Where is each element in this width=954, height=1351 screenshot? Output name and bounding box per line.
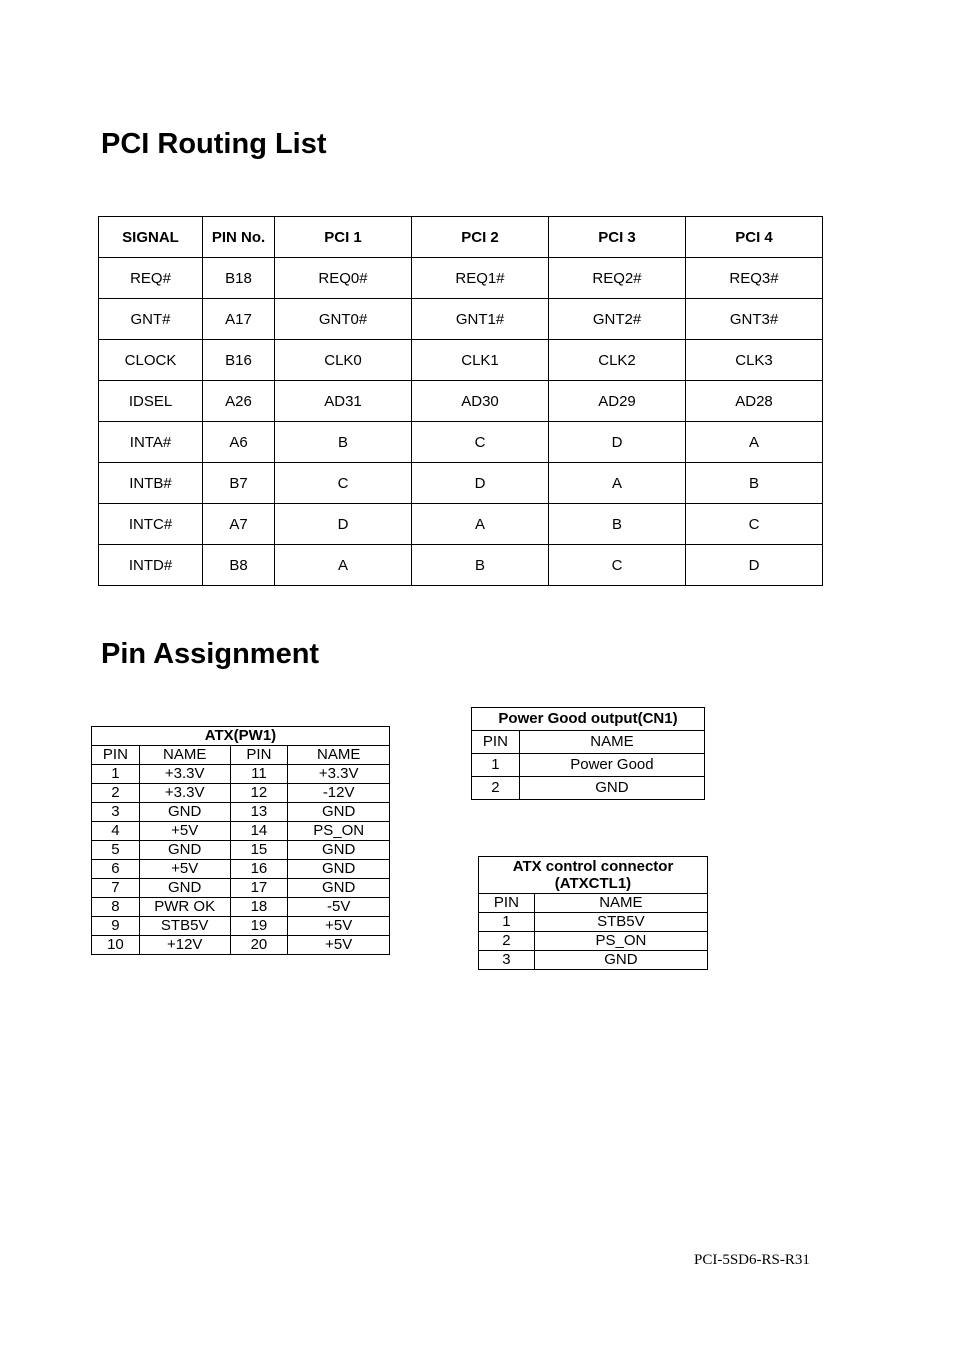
table-cell: A — [275, 545, 412, 586]
table-cell: 5 — [92, 841, 140, 860]
pci-routing-table — [98, 216, 823, 586]
table-cell: +5V — [288, 917, 390, 936]
table-cell: +12V — [139, 936, 230, 955]
table-cell: 6 — [92, 860, 140, 879]
pci-routing-title: PCI Routing List — [101, 128, 327, 160]
table-cell: PWR OK — [139, 898, 230, 917]
column-header: PCI 1 — [275, 217, 412, 258]
table-cell: CLK3 — [686, 340, 823, 381]
table-row — [99, 463, 823, 504]
table-header-row — [99, 217, 823, 258]
table-cell: STB5V — [139, 917, 230, 936]
power-good-table — [471, 707, 705, 800]
table-row — [99, 299, 823, 340]
table-row — [479, 913, 708, 932]
table-cell: A — [412, 504, 549, 545]
table-cell: 9 — [92, 917, 140, 936]
atx-control-table — [478, 856, 708, 970]
table-row — [472, 754, 705, 777]
column-header: SIGNAL — [99, 217, 203, 258]
table-cell: 3 — [92, 803, 140, 822]
column-header: PIN — [230, 746, 288, 765]
table-cell: INTD# — [99, 545, 203, 586]
table-row — [92, 917, 390, 936]
table-cell: A — [686, 422, 823, 463]
table-cell: A26 — [203, 381, 275, 422]
table-title — [479, 857, 708, 894]
table-cell: +3.3V — [288, 765, 390, 784]
table-row — [92, 898, 390, 917]
table-cell: A7 — [203, 504, 275, 545]
table-header-row — [479, 894, 708, 913]
table-cell: GNT3# — [686, 299, 823, 340]
table-cell: INTB# — [99, 463, 203, 504]
table-cell: REQ# — [99, 258, 203, 299]
table-cell: GND — [288, 860, 390, 879]
column-header: PCI 4 — [686, 217, 823, 258]
table-cell: CLOCK — [99, 340, 203, 381]
table-cell: 10 — [92, 936, 140, 955]
table-cell: C — [275, 463, 412, 504]
column-header: PIN No. — [203, 217, 275, 258]
table-row — [99, 340, 823, 381]
table-cell: 2 — [479, 932, 535, 951]
table-row — [92, 936, 390, 955]
table-cell: A — [549, 463, 686, 504]
table-cell: D — [549, 422, 686, 463]
table-cell: 16 — [230, 860, 288, 879]
column-header: PIN — [92, 746, 140, 765]
table-cell: 1 — [92, 765, 140, 784]
table-row — [92, 765, 390, 784]
table-cell: 7 — [92, 879, 140, 898]
table-cell: D — [275, 504, 412, 545]
table-cell: 8 — [92, 898, 140, 917]
table-row — [92, 841, 390, 860]
table-cell: +5V — [139, 822, 230, 841]
table-cell: REQ3# — [686, 258, 823, 299]
table-cell: GNT1# — [412, 299, 549, 340]
table-cell: GND — [288, 879, 390, 898]
table-cell: CLK0 — [275, 340, 412, 381]
table-row — [92, 822, 390, 841]
table-cell: 17 — [230, 879, 288, 898]
table-cell: INTC# — [99, 504, 203, 545]
table-cell: INTA# — [99, 422, 203, 463]
table-cell: AD30 — [412, 381, 549, 422]
table-cell: REQ1# — [412, 258, 549, 299]
table-row — [92, 784, 390, 803]
table-cell: 18 — [230, 898, 288, 917]
table-cell: 1 — [479, 913, 535, 932]
table-cell: A6 — [203, 422, 275, 463]
column-header: NAME — [288, 746, 390, 765]
table-row — [99, 258, 823, 299]
table-cell: +3.3V — [139, 765, 230, 784]
column-header: PCI 2 — [412, 217, 549, 258]
table-cell: CLK2 — [549, 340, 686, 381]
table-row — [99, 381, 823, 422]
table-cell: -5V — [288, 898, 390, 917]
table-cell: 19 — [230, 917, 288, 936]
table-cell: B — [549, 504, 686, 545]
table-cell: 14 — [230, 822, 288, 841]
table-cell: GND — [139, 879, 230, 898]
table-title: Power Good output(CN1) — [472, 708, 705, 731]
table-cell: PS_ON — [534, 932, 707, 951]
table-row — [479, 932, 708, 951]
table-cell: 4 — [92, 822, 140, 841]
table-cell: 15 — [230, 841, 288, 860]
table-cell: REQ2# — [549, 258, 686, 299]
table-cell: 12 — [230, 784, 288, 803]
table-cell: B8 — [203, 545, 275, 586]
table-header-row — [92, 746, 390, 765]
table-row — [99, 422, 823, 463]
column-header: PCI 3 — [549, 217, 686, 258]
table-cell: +5V — [139, 860, 230, 879]
table-row — [99, 504, 823, 545]
table-cell: GND — [519, 777, 704, 800]
table-cell: GNT2# — [549, 299, 686, 340]
table-cell: B18 — [203, 258, 275, 299]
table-row — [92, 860, 390, 879]
pin-assignment-title: Pin Assignment — [101, 638, 320, 670]
table-cell: PS_ON — [288, 822, 390, 841]
table-cell: GND — [288, 803, 390, 822]
table-title-line: (ATXCTL1) — [554, 875, 632, 892]
table-cell: GNT# — [99, 299, 203, 340]
table-row — [479, 951, 708, 970]
table-cell: GND — [288, 841, 390, 860]
table-cell: AD31 — [275, 381, 412, 422]
table-cell: A17 — [203, 299, 275, 340]
table-cell: 2 — [92, 784, 140, 803]
table-cell: GND — [139, 841, 230, 860]
column-header: NAME — [534, 894, 707, 913]
column-header: PIN — [472, 731, 520, 754]
table-row — [92, 879, 390, 898]
table-cell: 1 — [472, 754, 520, 777]
table-cell: B16 — [203, 340, 275, 381]
table-cell: C — [412, 422, 549, 463]
table-cell: 20 — [230, 936, 288, 955]
column-header: NAME — [519, 731, 704, 754]
table-cell: Power Good — [519, 754, 704, 777]
table-cell: B — [412, 545, 549, 586]
table-cell: -12V — [288, 784, 390, 803]
table-cell: STB5V — [534, 913, 707, 932]
table-cell: B — [275, 422, 412, 463]
table-cell: GND — [139, 803, 230, 822]
table-cell: B7 — [203, 463, 275, 504]
table-cell: CLK1 — [412, 340, 549, 381]
table-cell: AD29 — [549, 381, 686, 422]
table-cell: 11 — [230, 765, 288, 784]
table-cell: REQ0# — [275, 258, 412, 299]
table-cell: IDSEL — [99, 381, 203, 422]
table-cell: AD28 — [686, 381, 823, 422]
table-cell: 2 — [472, 777, 520, 800]
table-cell: +3.3V — [139, 784, 230, 803]
atx-pw1-table — [91, 726, 390, 955]
table-cell: D — [412, 463, 549, 504]
table-row — [472, 777, 705, 800]
table-title-line: ATX control connector — [512, 858, 674, 875]
table-cell: D — [686, 545, 823, 586]
table-row — [92, 803, 390, 822]
table-cell: C — [686, 504, 823, 545]
table-cell: GNT0# — [275, 299, 412, 340]
table-title: ATX(PW1) — [92, 727, 390, 746]
table-row — [99, 545, 823, 586]
column-header: PIN — [479, 894, 535, 913]
table-cell: C — [549, 545, 686, 586]
column-header: NAME — [139, 746, 230, 765]
table-cell: GND — [534, 951, 707, 970]
table-header-row — [472, 731, 705, 754]
table-cell: B — [686, 463, 823, 504]
table-cell: 3 — [479, 951, 535, 970]
table-cell: 13 — [230, 803, 288, 822]
table-cell: +5V — [288, 936, 390, 955]
document-code: PCI-5SD6-RS-R31 — [694, 1252, 810, 1268]
